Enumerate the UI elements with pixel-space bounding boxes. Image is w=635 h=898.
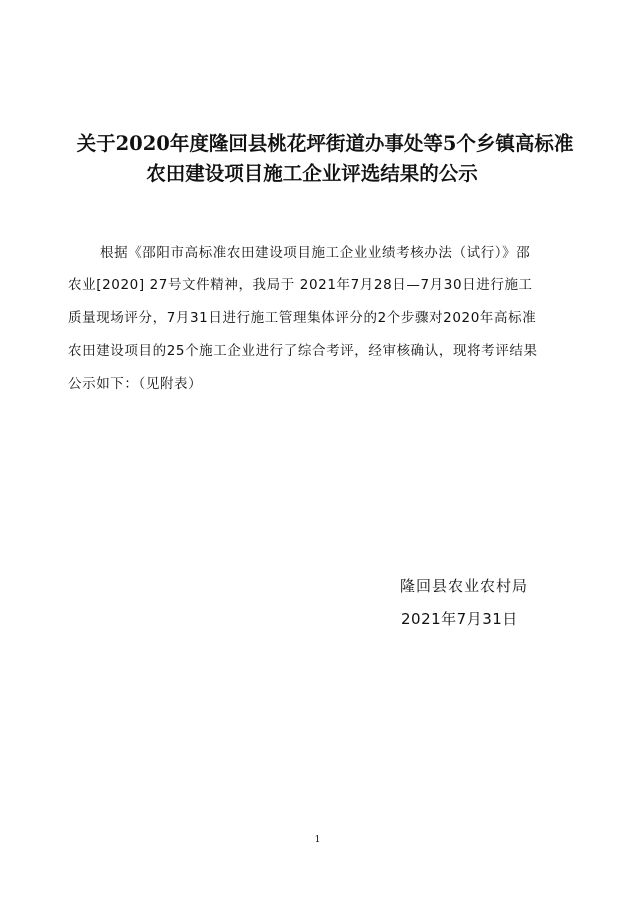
body-paragraph-line-3: 质量现场评分，7月31日进行施工管理集体评分的2个步骤对2020年高标准 — [68, 310, 537, 326]
body-paragraph-line-1: 根据《邵阳市高标准农田建设项目施工企业业绩考核办法（试行）》邵 — [100, 245, 531, 261]
signature-organization: 隆回县农业农村局 — [400, 577, 529, 595]
document-title-line-2: 农田建设项目施工企业评选结果的公示 — [146, 162, 478, 185]
signature-date: 2021年7月31日 — [401, 610, 518, 628]
body-paragraph-line-4: 农田建设项目的25个施工企业进行了综合考评，经审核确认，现将考评结果 — [68, 343, 538, 359]
page-number: 1 — [314, 835, 321, 845]
body-paragraph-line-5: 公示如下：（见附表） — [68, 376, 203, 392]
body-paragraph-line-2: 农业[2020] 27号文件精神，我局于 2021年7月28日—7月30日进行施工 — [68, 277, 533, 293]
document-title-line-1: 关于2020年度隆回县桃花坪街道办事处等5个乡镇高标准 — [76, 132, 574, 155]
